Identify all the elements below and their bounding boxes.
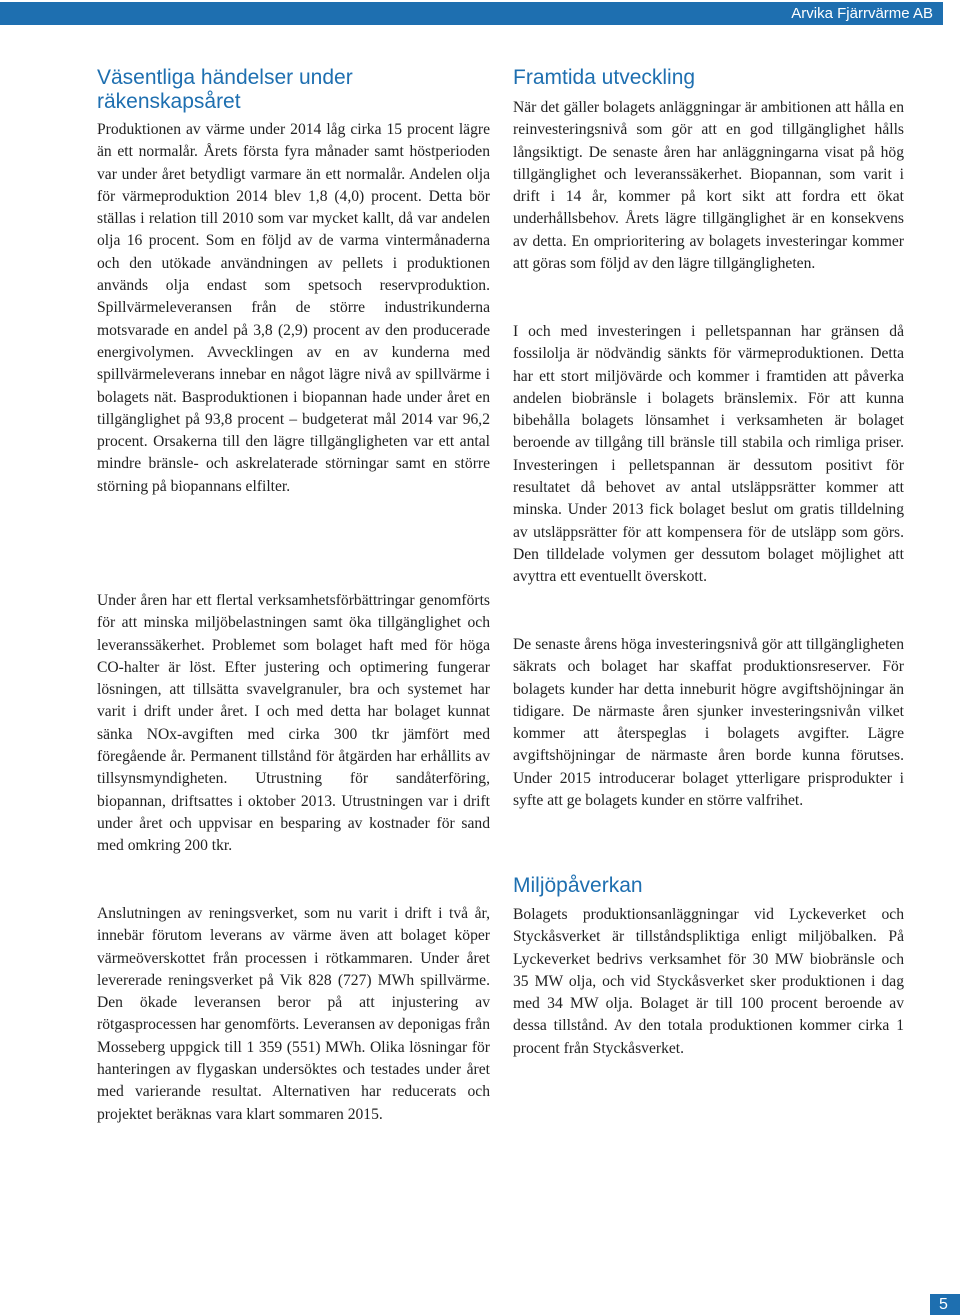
paragraph-improvements: Under åren har ett flertal verksamhetsförbättringar genomförts för att minska miljöbelastningen samt öka tillgänglighet och leveranssäkerhet. Problemet som bolaget haft med för höga CO-halter är löst. Efter justering och optimering fungerar lösningen, att tillsätta svavelgranuler, bra och systemet har varit i drift under året. I och med detta har bolaget kunnat sänka NOx-avgiften med cirka 300 tkr jämfört med föregående år. Permanent tillstånd för åtgärden har erhållits av tillsynsmyndigheten. Utrustning för sandåterföring, biopannan, driftsattes i oktober 2013. Utrustningen var i drift under året och uppvisar en besparing av kostnader för sand med omkring 200 tkr. <box>97 592 490 855</box>
heading-future-development: Framtida utveckling <box>513 66 696 89</box>
heading-environmental-impact: Miljöpåverkan <box>513 874 643 897</box>
heading-significant-events: Väsentliga händelser under räkenskapsåret <box>97 66 353 113</box>
paragraph-future-ambition: När det gäller bolagets anläggningar är ambitionen att hålla en reinvesteringsnivå som gör att en god tillgänglighet hålls långsiktigt. De senaste åren har anläggningarna visat på hög tillgänglighet och leveranssäkerhet. Biopannan, som varit i drift i 14 år, kommer på kort sikt att fordra ett ökat underhållsbehov. Årets lägre tillgänglighet är en konsekvens av detta. En omprioritering av bolagets investeringar kommer att göras som följd av den lägre tillgängligheten. <box>513 99 904 273</box>
paragraph-pellets-investment: I och med investeringen i pelletspannan har gränsen då fossilolja är nödvändig sänkts för värmeproduktionen. Detta har ett stort miljövärde och kommer i framtiden att påverka andelen biobränsle i bolagets bränslemix. För att kunna bibehålla bolagets lönsamhet i verksamheten är bolaget beroende av tillgång till bränsle till stabila och rimliga priser. Investeringen i pelletspannan är dessutom positivt för resultatet då behovet av antal utsläppsrätter kommer att minska. Under 2013 fick bolaget beslut om gratis tilldelning av utsläppsrätter för att kompensera för de utsläpp som görs. Den tilldelade volymen ger dessutom bolaget möjlighet att avyttra ett eventuellt överskott. <box>513 323 904 586</box>
paragraph-environment: Bolagets produktionsanläggningar vid Lyckeverket och Styckåsverket är tillståndspliktiga enligt miljöbalken. På Lyckeverket bedrivs verksamhet för 30 MW biobränsle och 35 MW olja, och vid Styckåsverket sker produktionen i dag med 34 MW olja. Bolaget är till 100 procent beroende av dessa tillstånd. Av den totala produktionen kommer cirka 1 procent från Styckåsverket. <box>513 906 904 1057</box>
header-bar <box>0 2 943 25</box>
company-name: Arvika Fjärrvärme AB <box>791 5 933 22</box>
page-number: 5 <box>930 1294 960 1315</box>
paragraph-treatment-plant: Anslutningen av reningsverket, som nu varit i drift i två år, innebär förutom leverans av värme även att bolaget köper värmeöverskottet från processen i rötkammaren. Under året levererade reningsverket på Vik 828 (727) MWh spillvärme. Den ökade leveransen beror på att injustering av rötgasprocessen har genomförts. Leveransen av deponigas från Mosseberg uppgick till 1 359 (551) MWh. Olika lösningar för hanteringen av flygaskan undersöktes och testades under året med varierande resultat. Alternativen har reducerats och projektet beräknas vara klart sommaren 2015. <box>97 905 490 1123</box>
paragraph-investment-level: De senaste årens höga investeringsnivå gör att tillgängligheten säkrats och bolaget har skaffat produktionsreserver. För bolagets kunder har detta inneburit högre avgiftshöjningar än tidigare. De närmaste åren sjunker investeringsnivån vilket kommer att återspeglas i bolagets avgifter. Lägre avgiftshöjningar de närmaste åren borde kunna förutses. Under 2015 introducerar bolaget ytterligare prisprodukter i syfte att ge bolagets kunder en större valfrihet. <box>513 636 904 810</box>
paragraph-production: Produktionen av värme under 2014 låg cirka 15 procent lägre än ett normalår. Årets första fyra månader samt höstperioden var under året betydligt varmare än ett normalår. Andelen olja för värmeproduktion 2014 blev 1,8 (4,0) procent. Detta bör ställas i relation till 2010 som var mycket kallt, då var andelen olja 16 procent. Som en följd av de varma vintermånaderna och den utökade användningen av pellets i produktionen används olja endast som spetsoch reservproduktion. Spillvärmeleveransen från de större industrikunderna motsvarade en andel på 3,8 (2,9) procent av den producerade energivolymen. Avvecklingen av en av kunderna med spillvärmeleverans innebar en något lägre nivå av spillvärme i bolagets nät. Basproduktionen i biopannan hade under året en tillgänglighet på 93,8 procent – budgeterat mål 2014 var 96,2 procent. Orsakerna till den lägre tillgängligheten var ett antal mindre bränsle- och askrelaterade störningar samt en större störning på biopannans elfilter. <box>97 121 490 495</box>
